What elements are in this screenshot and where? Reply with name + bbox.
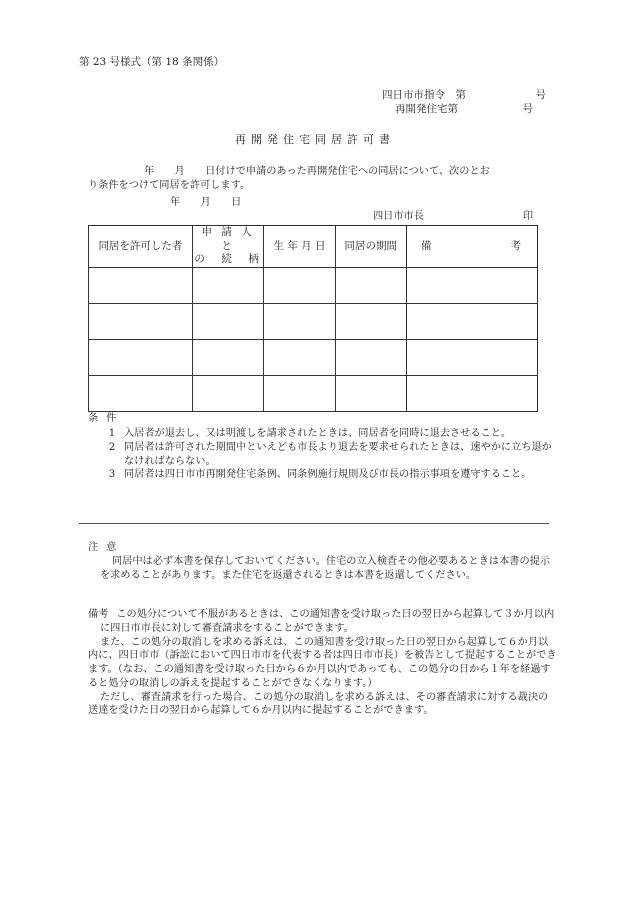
- intro-line-2: り条件をつけて同居を許可します。: [88, 179, 251, 191]
- table-cell: [335, 303, 406, 339]
- table-cell: [89, 375, 193, 411]
- condition-number: 2: [108, 441, 116, 453]
- header-permitted-person: 同居を許可した者: [89, 226, 193, 268]
- table-cell: [264, 303, 335, 339]
- table-cell: [192, 339, 263, 375]
- mayor-title: 四日市市長: [373, 211, 424, 222]
- header-remarks-left: 備: [420, 240, 432, 253]
- condition-text: 入居者が退去し、又は明渡しを請求されたときは、同居者を同時に退去させること。: [124, 428, 512, 439]
- table-header-row: [89, 226, 538, 268]
- seal-mark: 印: [522, 211, 533, 222]
- table-cell: [192, 267, 263, 303]
- issue-date: 年 月 日: [170, 197, 242, 208]
- header-remarks: [406, 226, 537, 268]
- form-number: 第 23 号様式（第 18 条関係）: [79, 56, 225, 68]
- table-cell: [335, 339, 406, 375]
- remarks-paragraph-3: ただし、審査請求を行った場合、この処分の取消しを求める訴えは、その審査請求に対する裁決の送達を受けた日の翌日から起算して６か月以内に提起することができます。: [88, 691, 549, 717]
- intro-line-1: 年 月 日付けで申請のあった再開発住宅への同居について、次のとお: [144, 166, 490, 177]
- remarks-label: 備考: [88, 609, 109, 620]
- table-row: [89, 303, 538, 339]
- conditions-list: [100, 427, 558, 482]
- table-row: [89, 375, 538, 411]
- remarks-paragraph-1: [88, 608, 558, 636]
- header-relationship-line1: 申 請 人 と: [201, 226, 255, 252]
- table-cell: [406, 303, 537, 339]
- header-period: 同居の期間: [335, 226, 406, 268]
- table-cell: [89, 267, 193, 303]
- table-cell: [406, 339, 537, 375]
- list-item: [100, 427, 558, 441]
- table-cell: [192, 303, 263, 339]
- table-row: [89, 339, 538, 375]
- remarks-paragraph-2: また、この処分の取消しを求める訴えは、この通知書を受け取った日の翌日から起算して６か月以内に、四日市市（訴訟において四日市市を代表する者は四日市市長）を被告として提起することができます。（なお、この通知書を受け取った日から６か月以内であっても、この処分の日から１年を経過すると処分の取消しの訴えを提起することができなくなります。）: [88, 636, 557, 689]
- header-relationship-line2: の 続 柄: [194, 253, 262, 266]
- reference-suffix-2: 号: [522, 103, 533, 115]
- conditions-heading: 条件: [88, 413, 125, 424]
- table-cell: [335, 375, 406, 411]
- table-cell: [264, 375, 335, 411]
- condition-number: 3: [108, 469, 116, 481]
- header-remarks-right: 考: [510, 240, 521, 253]
- table-cell: [406, 267, 537, 303]
- table-cell: [264, 267, 335, 303]
- mayor-signature: [373, 210, 533, 224]
- notes-text: 同居中は必ず本書を保存しておいてください。住宅の立入検査その他必要あるときは本書の提示を求めることがあります。また住宅を返還されるときは本書を返還してください。: [100, 556, 551, 581]
- condition-text: 同居者は四日市市再開発住宅条例、同条例施行規則及び市長の指示事項を遵守すること。: [124, 469, 532, 481]
- notes-heading: 注意: [88, 542, 125, 553]
- header-birth-date: 生 年 月 日: [264, 226, 335, 268]
- list-item: [100, 441, 558, 469]
- table-cell: [264, 339, 335, 375]
- intro-text: [88, 165, 558, 193]
- table-cell: [89, 339, 193, 375]
- reference-label-2: 再開発住宅第: [395, 103, 458, 115]
- reference-number-line-1: [382, 88, 546, 102]
- table-cell: [335, 267, 406, 303]
- condition-number: 1: [108, 428, 116, 439]
- notes-body: [100, 555, 558, 583]
- remarks-text-1: この処分について不服があるときは、この通知書を受け取った日の翌日から起算して３か月以内に四日市市長に対して審査請求をすることができます。: [100, 609, 555, 634]
- table-row: [89, 267, 538, 303]
- reference-number-line-2: [395, 102, 533, 116]
- table-cell: [192, 375, 263, 411]
- list-item: [100, 468, 558, 482]
- table-cell: [406, 375, 537, 411]
- document-title: 再開発住宅同居許可書: [235, 133, 395, 146]
- header-relationship: [192, 226, 263, 268]
- permit-table: [88, 225, 538, 412]
- section-divider: [79, 523, 549, 524]
- remarks-section: [88, 608, 558, 718]
- reference-suffix-1: 号: [535, 89, 546, 101]
- condition-text: 同居者は許可された期間中といえども市長より退去を要求せられたときは、速やかに立ち退かなければならない。: [124, 441, 552, 467]
- table-cell: [89, 303, 193, 339]
- header-remarks-inner: [407, 239, 537, 253]
- reference-label-1: 四日市市指令 第: [382, 89, 466, 101]
